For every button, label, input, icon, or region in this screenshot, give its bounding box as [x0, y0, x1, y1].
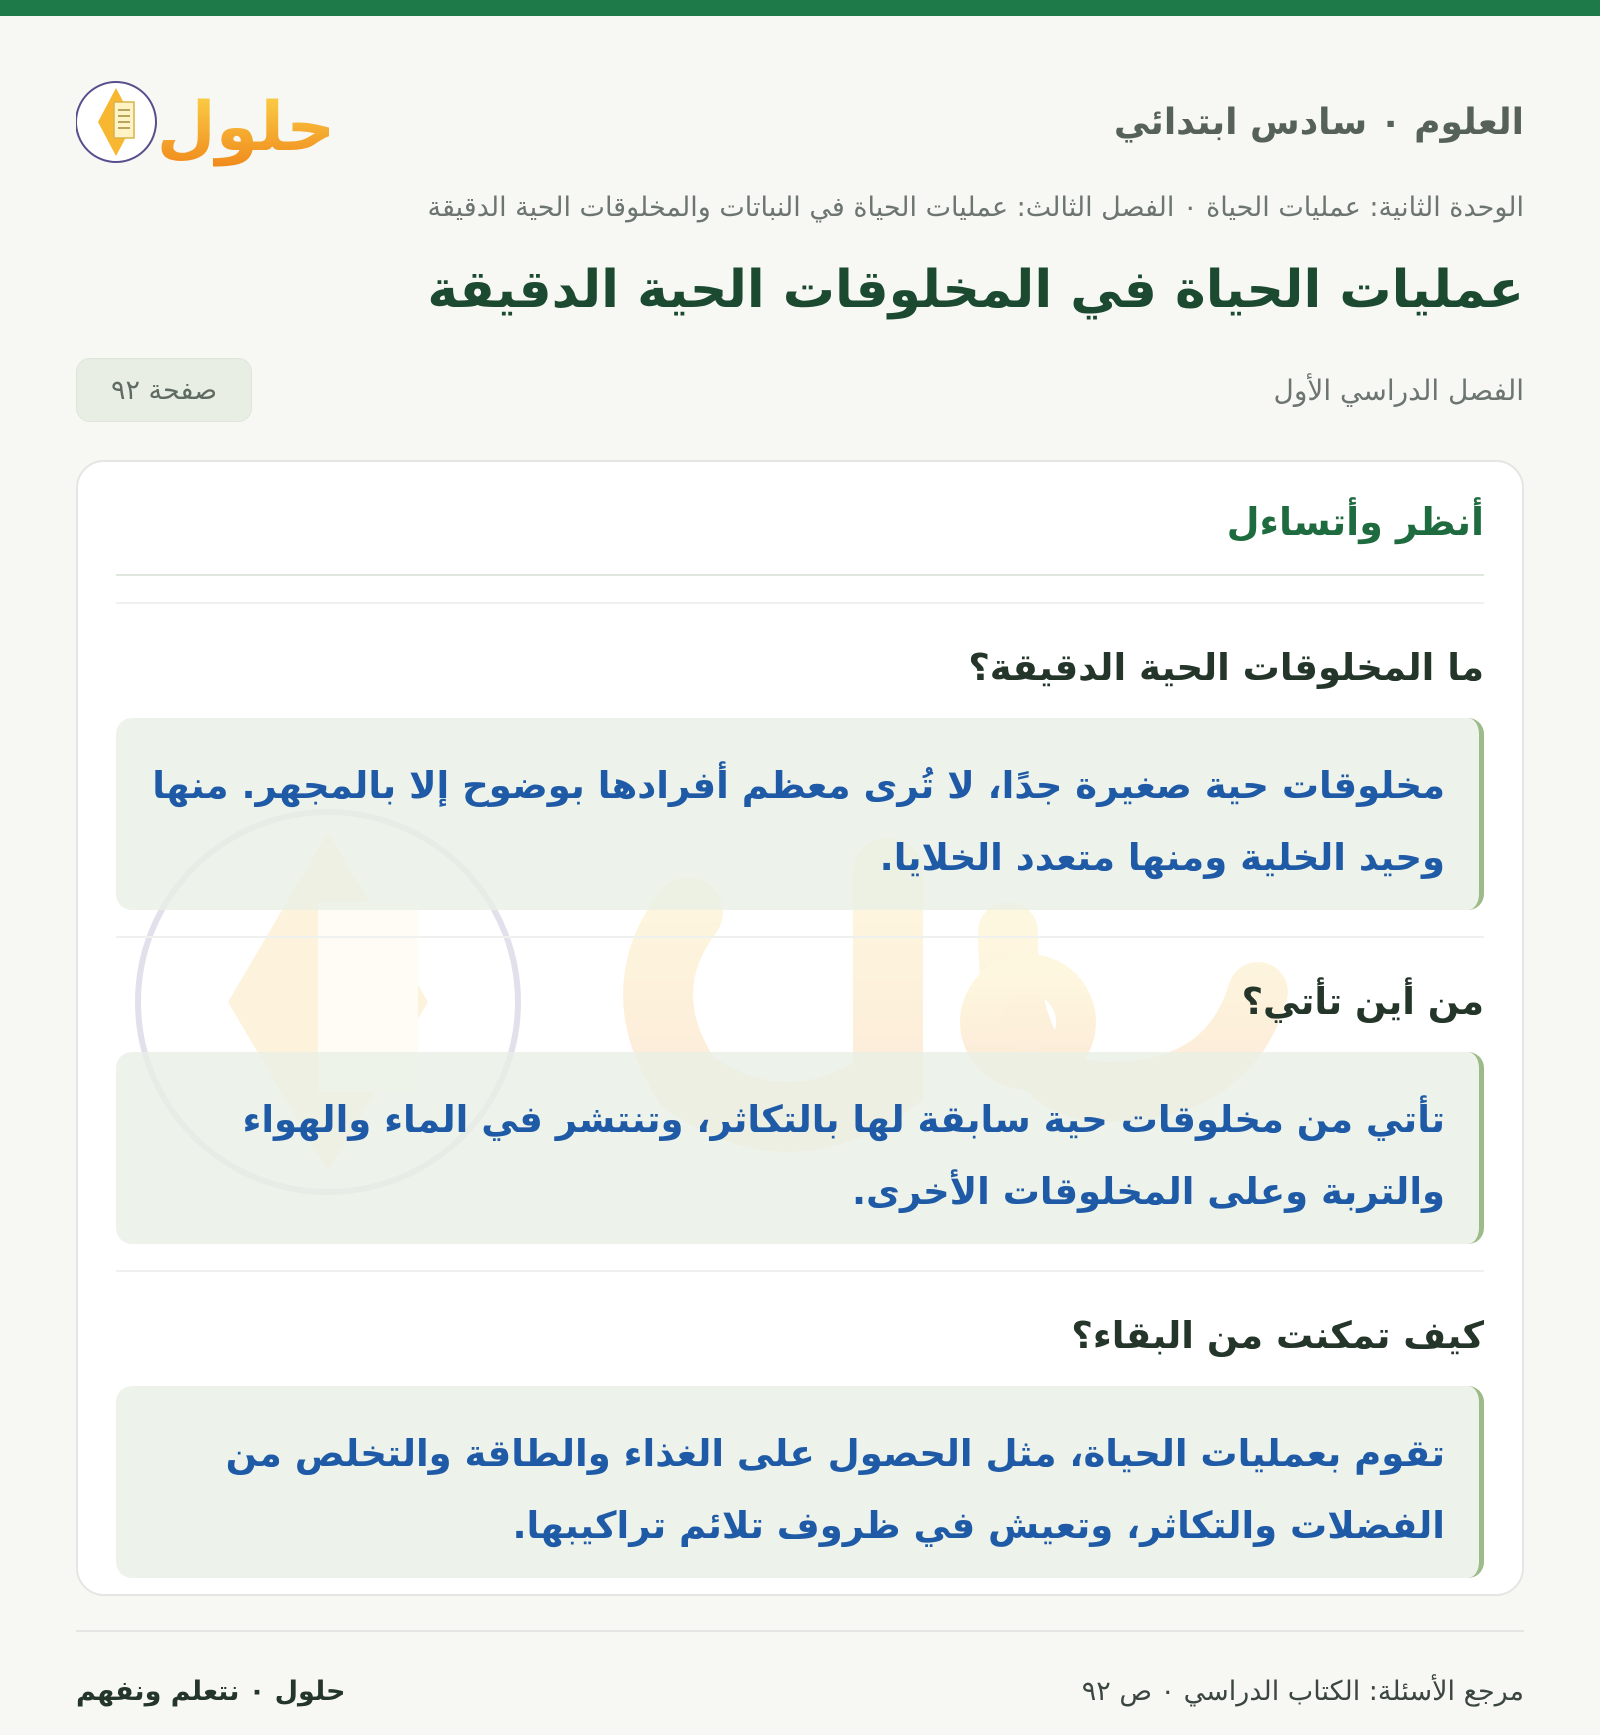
header: [76, 56, 1524, 184]
divider: [116, 602, 1484, 604]
breadcrumb: الوحدة الثانية: عمليات الحياة ٠ الفصل الثالث: عمليات الحياة في النباتات والمخلوقات الحية الدقيقة: [427, 192, 1524, 223]
footer-rule: [76, 1630, 1524, 1632]
logo[interactable]: [76, 70, 336, 170]
top-accent-bar: [0, 0, 1600, 16]
question-1: ما المخلوقات الحية الدقيقة؟: [968, 646, 1484, 689]
divider: [116, 936, 1484, 938]
page-number-badge: صفحة ٩٢: [76, 358, 252, 422]
question-3: كيف تمكنت من البقاء؟: [1071, 1314, 1484, 1357]
page-title: عمليات الحياة في المخلوقات الحية الدقيقة: [427, 260, 1524, 320]
divider: [116, 1270, 1484, 1272]
content-card: [76, 460, 1524, 1596]
section-heading: أنظر وأتساءل: [1226, 500, 1484, 544]
page: [76, 16, 1524, 1735]
answer-3: تقوم بعمليات الحياة، مثل الحصول على الغذاء والطاقة والتخلص من الفضلات والتكاثر، وتعيش في ظروف تلائم تراكيبها.: [116, 1386, 1484, 1578]
logo-wordmark: حلول: [156, 88, 336, 167]
answer-2: تأتي من مخلوقات حية سابقة لها بالتكاثر، وتنتشر في الماء والهواء والتربة وعلى المخلوقات الأخرى.: [116, 1052, 1484, 1244]
footer-reference: مرجع الأسئلة: الكتاب الدراسي ٠ ص ٩٢: [1081, 1676, 1524, 1707]
subject-title: العلوم ٠ سادس ابتدائي: [1113, 102, 1524, 143]
section-heading-rule: [116, 574, 1484, 576]
card-content: [116, 462, 1484, 1594]
semester-label: الفصل الدراسي الأول: [1273, 374, 1524, 407]
footer-brand: حلول ٠ نتعلم ونفهم: [76, 1676, 346, 1707]
question-2: من أين تأتي؟: [1241, 980, 1484, 1023]
answer-1: مخلوقات حية صغيرة جدًا، لا تُرى معظم أفرادها بوضوح إلا بالمجهر. منها وحيد الخلية ومنها متعدد الخلايا.: [116, 718, 1484, 910]
